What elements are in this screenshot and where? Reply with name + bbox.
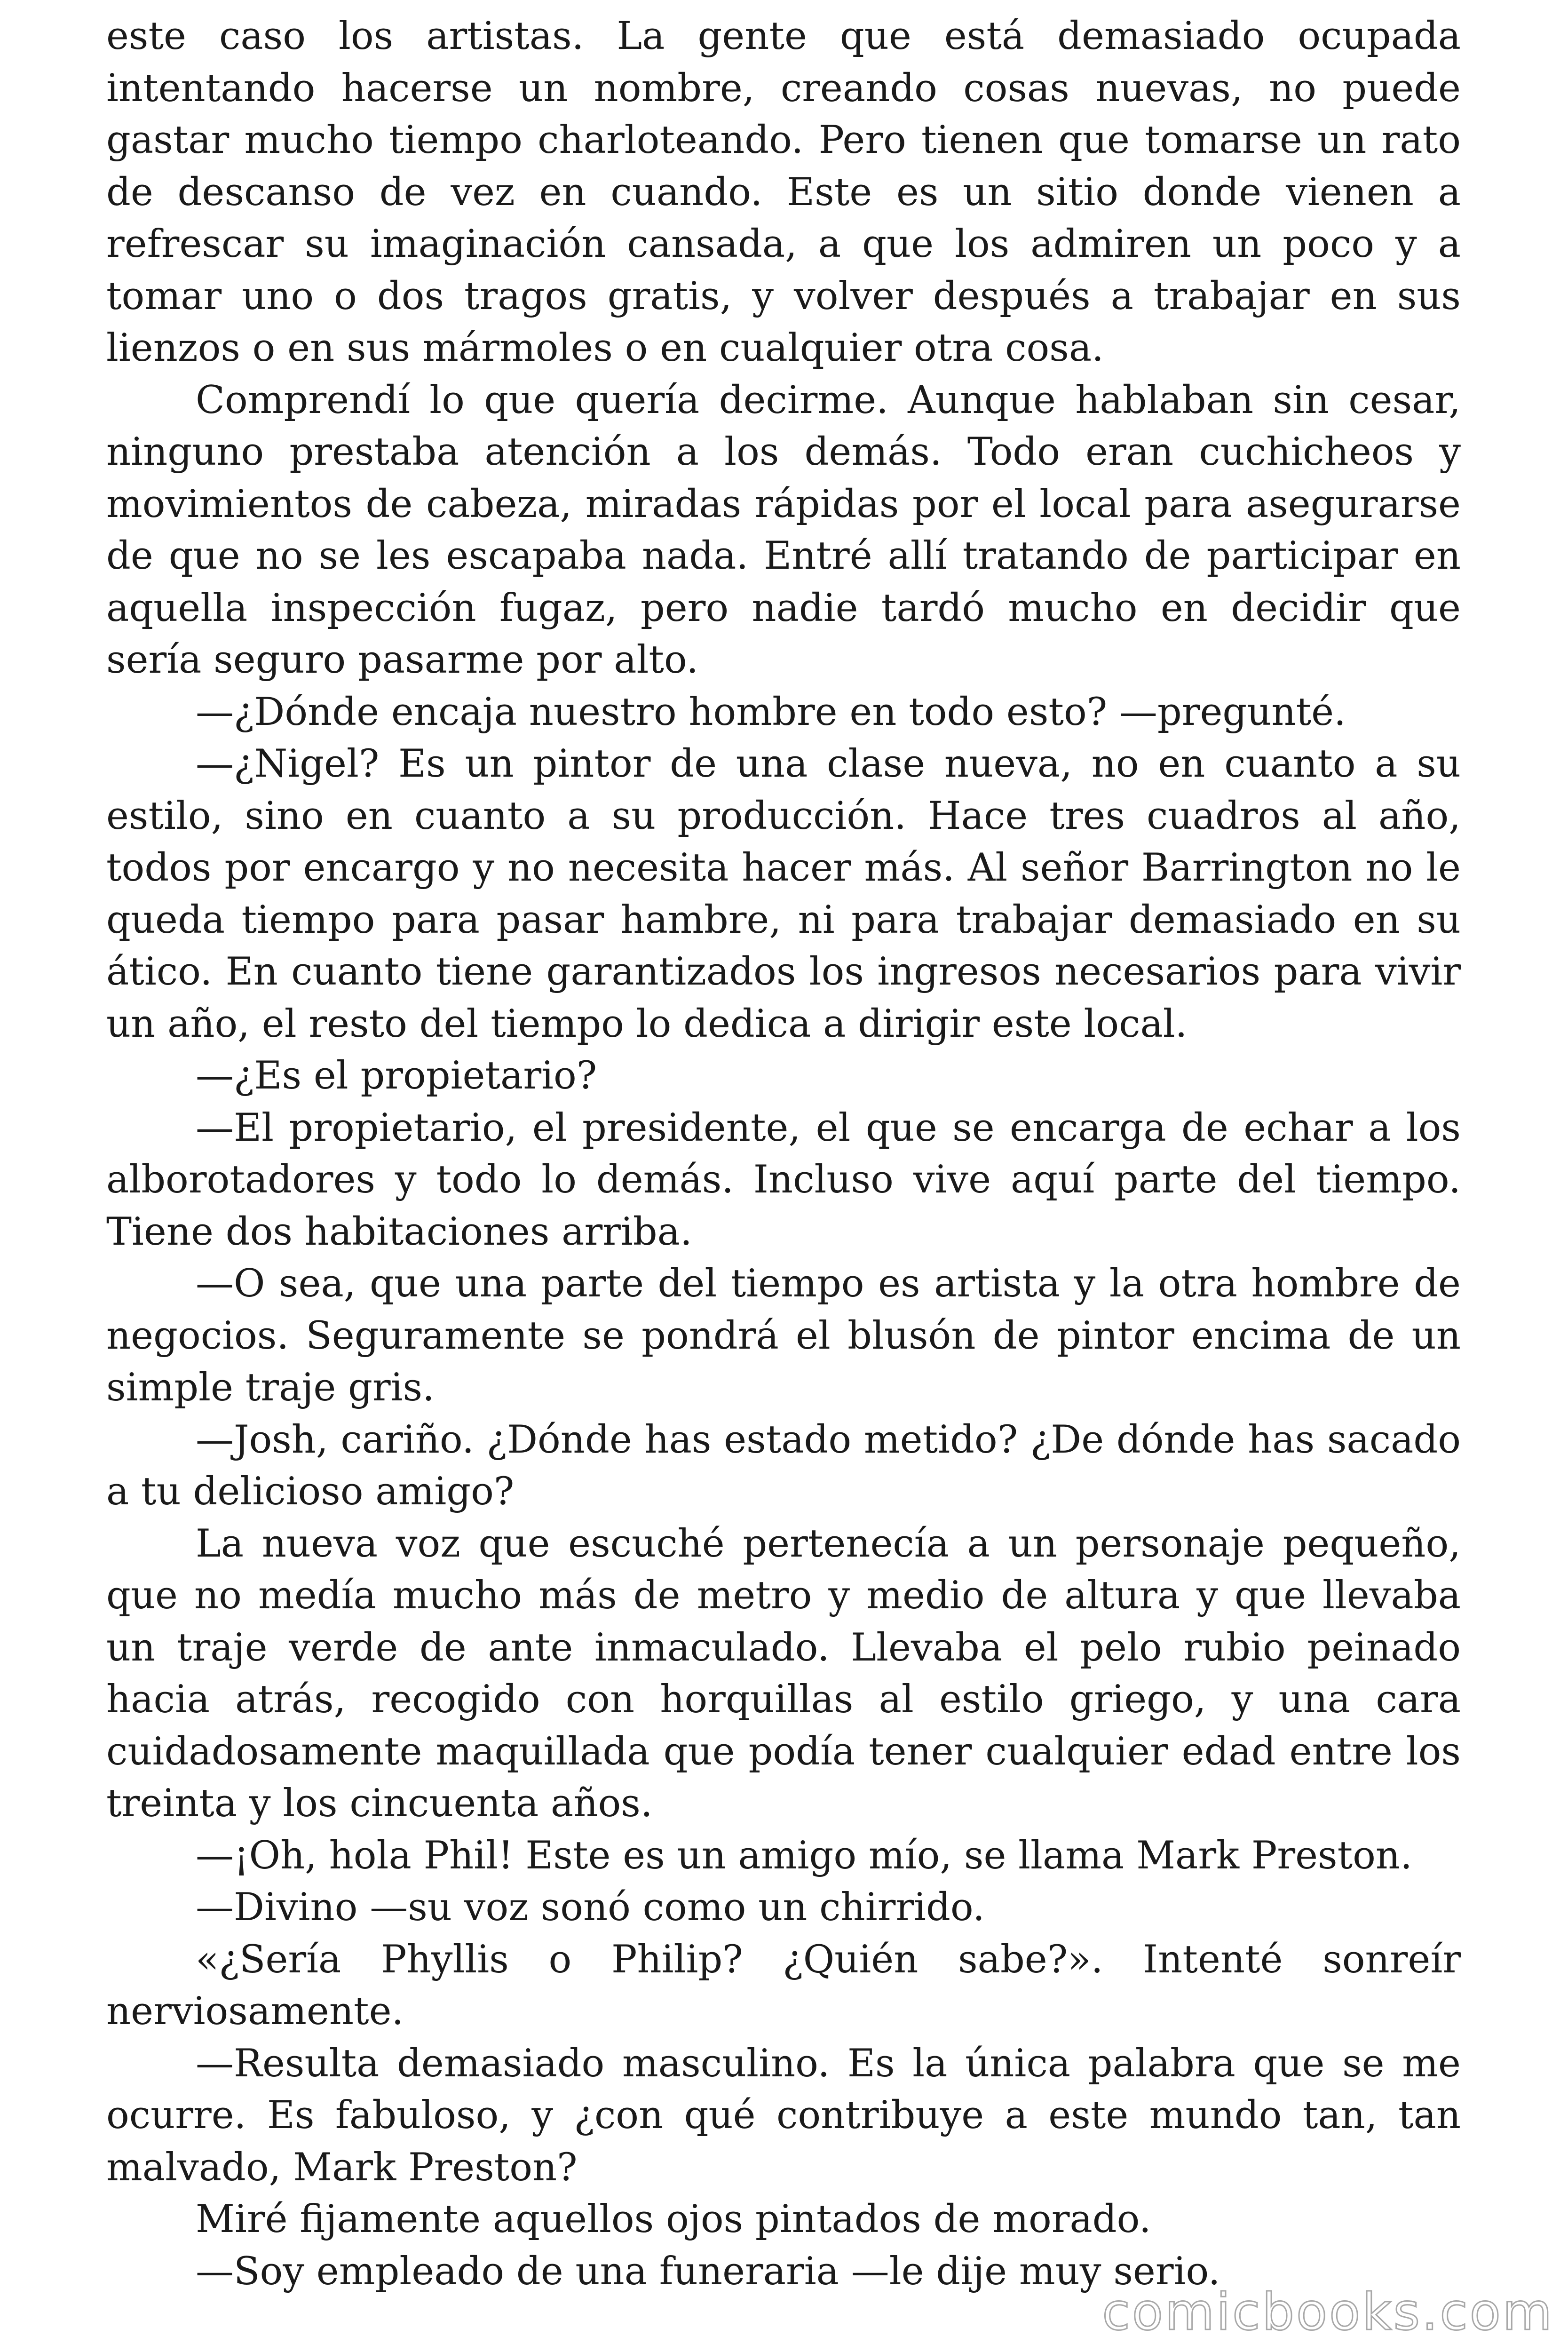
book-page-text xyxy=(106,10,1461,2329)
paragraph: —Soy empleado de una funeraria —le dije muy serio. xyxy=(196,2249,1220,2294)
paragraph: —O sea, que una parte del tiempo es artista y la otra hombre de negocios. Seguramente se pondrá el blusón de pintor encima de un simple traje gris. xyxy=(106,1262,1461,1410)
paragraph: —Divino —su voz sonó como un chirrido. xyxy=(196,1885,985,1930)
watermark: comicbooks.com xyxy=(1102,2283,1554,2342)
paragraph: —¿Dónde encaja nuestro hombre en todo esto? —pregunté. xyxy=(196,690,1346,734)
paragraph: Miré fijamente aquellos ojos pintados de morado. xyxy=(196,2197,1151,2241)
paragraph: —¿Nigel? Es un pintor de una clase nueva, no en cuanto a su estilo, sino en cuanto a su producción. Hace tres cuadros al año, todos por encargo y no necesita hacer más. Al señor Barrington no le queda tiempo para pasar hambre, ni para trabajar demasiado en su ático. En cuanto tiene garantizados los ingresos necesarios para vivir un año, el resto del tiempo lo dedica a dirigir este local. xyxy=(106,742,1461,1046)
paragraph: —¡Oh, hola Phil! Este es un amigo mío, se llama Mark Preston. xyxy=(196,1833,1412,1878)
paragraph: —El propietario, el presidente, el que se encarga de echar a los alborotadores y todo lo demás. Incluso vive aquí parte del tiempo. Tiene dos habitaciones arriba. xyxy=(106,1105,1461,1254)
paragraph: —Resulta demasiado masculino. Es la única palabra que se me ocurre. Es fabuloso, y ¿con qué contribuye a este mundo tan, tan malvado, Mark Preston? xyxy=(106,2041,1461,2190)
paragraph: —¿Es el propietario? xyxy=(196,1054,597,1098)
paragraph: Comprendí lo que quería decirme. Aunque hablaban sin cesar, ninguno prestaba atención a los demás. Todo eran cuchicheos y movimientos de cabeza, miradas rápidas por el local para asegurarse de que no se les escapaba nada. Entré allí tratando de participar en aquella inspección fugaz, pero nadie tardó mucho en decidir que sería seguro pasarme por alto. xyxy=(106,378,1461,682)
paragraph: este caso los artistas. La gente que está demasiado ocupada intentando hacerse un nombre, creando cosas nuevas, no puede gastar mucho tiempo charloteando. Pero tienen que tomarse un rato de descanso de vez en cuando. Este es un sitio donde vienen a refrescar su imaginación cansada, a que los admiren un poco y a tomar uno o dos tragos gratis, y volver después a trabajar en sus lienzos o en sus mármoles o en cualquier otra cosa. xyxy=(106,14,1461,370)
paragraph: La nueva voz que escuché pertenecía a un personaje pequeño, que no medía mucho más de metro y medio de altura y que llevaba un traje verde de ante inmaculado. Llevaba el pelo rubio peinado hacia atrás, recogido con horquillas al estilo griego, y una cara cuidadosamente maquillada que podía tener cualquier edad entre los treinta y los cincuenta años. xyxy=(106,1521,1461,1826)
paragraph: «¿Sería Phyllis o Philip? ¿Quién sabe?». Intenté sonreír nerviosamente. xyxy=(106,1937,1461,2034)
paragraph: —Josh, cariño. ¿Dónde has estado metido? ¿De dónde has sacado a tu delicioso amigo? xyxy=(106,1417,1461,1514)
